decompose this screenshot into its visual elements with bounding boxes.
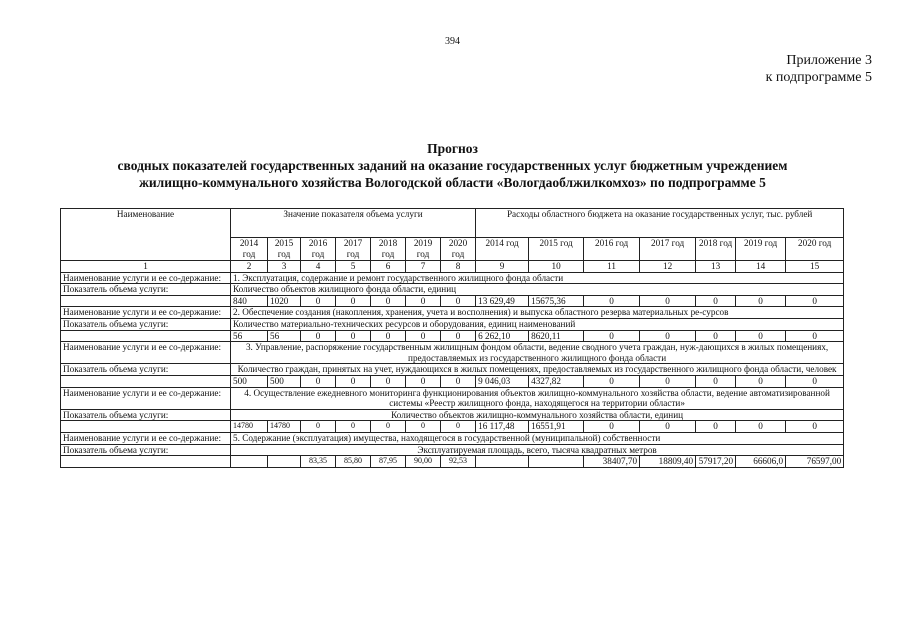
column-number: 6 bbox=[371, 261, 406, 273]
values-row bbox=[61, 456, 844, 468]
volume-value: 0 bbox=[371, 330, 406, 342]
expense-value: 8620,11 bbox=[529, 330, 584, 342]
appendix-line-1: Приложение 3 bbox=[786, 53, 872, 68]
indicator-row bbox=[61, 364, 844, 376]
expense-value: 13 629,49 bbox=[476, 295, 529, 307]
volume-value: 14780 bbox=[268, 421, 301, 433]
indicator-description: Количество граждан, принятых на учет, нуждающихся в жилых помещениях, предоставляемых из государственного жилищного фонда области, человек bbox=[231, 364, 844, 376]
volume-value: 0 bbox=[371, 295, 406, 307]
expense-year-header: 2018 год bbox=[696, 238, 736, 261]
service-description: 4. Осуществление ежедневного мониторинга функционирования объектов жилищно-коммунального хозяйства области, ведение автоматизированной системы «Реестр жилищного фонда, находящегося на территории области» bbox=[231, 387, 844, 409]
expense-value: 0 bbox=[786, 375, 844, 387]
service-label: Наименование услуги и ее со-держание: bbox=[61, 307, 231, 319]
volume-value: 56 bbox=[231, 330, 268, 342]
service-label: Наименование услуги и ее со-держание: bbox=[61, 272, 231, 284]
title-line-2: сводных показателей государственных заданий на оказание государственных услуг бюджетным учреждением bbox=[117, 158, 788, 173]
volume-value: 500 bbox=[231, 375, 268, 387]
forecast-table bbox=[60, 208, 844, 468]
volume-year-header: 2016 год bbox=[301, 238, 336, 261]
column-number: 9 bbox=[476, 261, 529, 273]
volume-value: 56 bbox=[268, 330, 301, 342]
volume-value: 85,80 bbox=[336, 456, 371, 468]
expense-value: 66606,0 bbox=[736, 456, 786, 468]
empty-cell bbox=[61, 456, 231, 468]
column-number: 1 bbox=[61, 261, 231, 273]
indicator-label: Показатель объема услуги: bbox=[61, 409, 231, 421]
service-description: 2. Обеспечение создания (накопления, хранения, учета и восполнения) и выпуска областного резерва материальных ре-сурсов bbox=[231, 307, 844, 319]
expense-value: 0 bbox=[696, 330, 736, 342]
expense-value: 0 bbox=[696, 295, 736, 307]
volume-value: 0 bbox=[371, 375, 406, 387]
header-row bbox=[61, 209, 844, 238]
volume-value: 840 bbox=[231, 295, 268, 307]
volume-value: 0 bbox=[336, 330, 371, 342]
volume-value: 0 bbox=[441, 295, 476, 307]
title-line-1: Прогноз bbox=[427, 141, 478, 156]
title-line-3: жилищно-коммунального хозяйства Вологодской области «Вологдаоблжилкомхоз» по подпрограмме 5 bbox=[139, 175, 766, 190]
column-number: 7 bbox=[406, 261, 441, 273]
expense-year-header: 2020 год bbox=[786, 238, 844, 261]
column-number: 2 bbox=[231, 261, 268, 273]
expense-value: 0 bbox=[640, 330, 696, 342]
volume-value: 0 bbox=[441, 330, 476, 342]
volume-year-header: 2020 год bbox=[441, 238, 476, 261]
expense-value: 76597,00 bbox=[786, 456, 844, 468]
expense-value: 0 bbox=[786, 421, 844, 433]
volume-value: 500 bbox=[268, 375, 301, 387]
volume-value: 0 bbox=[301, 295, 336, 307]
indicator-label: Показатель объема услуги: bbox=[61, 284, 231, 296]
header-expenses: Расходы областного бюджета на оказание государственных услуг, тыс. рублей bbox=[476, 209, 844, 238]
service-row bbox=[61, 342, 844, 364]
values-row bbox=[61, 375, 844, 387]
expense-value: 0 bbox=[696, 375, 736, 387]
column-number: 13 bbox=[696, 261, 736, 273]
indicator-label: Показатель объема услуги: bbox=[61, 444, 231, 456]
expense-value bbox=[529, 456, 584, 468]
volume-value: 0 bbox=[336, 375, 371, 387]
volume-year-header: 2018 год bbox=[371, 238, 406, 261]
appendix-line-2: к подпрограмме 5 bbox=[765, 70, 872, 85]
volume-value: 0 bbox=[301, 421, 336, 433]
expense-value: 0 bbox=[640, 421, 696, 433]
service-label: Наименование услуги и ее со-держание: bbox=[61, 342, 231, 364]
service-label: Наименование услуги и ее со-держание: bbox=[61, 432, 231, 444]
volume-year-header: 2019 год bbox=[406, 238, 441, 261]
expense-value: 0 bbox=[736, 330, 786, 342]
column-number: 10 bbox=[529, 261, 584, 273]
expense-year-header: 2017 год bbox=[640, 238, 696, 261]
page-number: 394 bbox=[445, 36, 460, 47]
column-number: 15 bbox=[786, 261, 844, 273]
volume-value: 1020 bbox=[268, 295, 301, 307]
values-row bbox=[61, 295, 844, 307]
volume-value: 83,35 bbox=[301, 456, 336, 468]
service-description: 5. Содержание (эксплуатация) имущества, находящегося в государственной (муниципальной) собственности bbox=[231, 432, 844, 444]
service-row bbox=[61, 307, 844, 319]
expense-value: 6 262,10 bbox=[476, 330, 529, 342]
expense-value: 0 bbox=[584, 295, 640, 307]
expense-value: 0 bbox=[640, 295, 696, 307]
empty-cell bbox=[61, 330, 231, 342]
column-number-row bbox=[61, 261, 844, 273]
indicator-description: Количество объектов жилищного фонда области, единиц bbox=[231, 284, 844, 296]
header-volume: Значение показателя объема услуги bbox=[231, 209, 476, 238]
expense-year-header: 2014 год bbox=[476, 238, 529, 261]
expense-value: 16551,91 bbox=[529, 421, 584, 433]
expense-value: 0 bbox=[786, 295, 844, 307]
volume-value: 0 bbox=[301, 375, 336, 387]
service-label: Наименование услуги и ее со-держание: bbox=[61, 387, 231, 409]
volume-value: 87,95 bbox=[371, 456, 406, 468]
values-row bbox=[61, 421, 844, 433]
expense-value: 0 bbox=[584, 330, 640, 342]
column-number: 11 bbox=[584, 261, 640, 273]
expense-value: 15675,36 bbox=[529, 295, 584, 307]
expense-value: 18809,40 bbox=[640, 456, 696, 468]
expense-value: 0 bbox=[736, 375, 786, 387]
volume-value: 0 bbox=[371, 421, 406, 433]
indicator-label: Показатель объема услуги: bbox=[61, 318, 231, 330]
volume-value: 0 bbox=[441, 421, 476, 433]
indicator-description: Количество объектов жилищно-коммунального хозяйства области, единиц bbox=[231, 409, 844, 421]
column-number: 4 bbox=[301, 261, 336, 273]
indicator-row bbox=[61, 409, 844, 421]
volume-value: 0 bbox=[406, 375, 441, 387]
expense-year-header: 2019 год bbox=[736, 238, 786, 261]
column-number: 12 bbox=[640, 261, 696, 273]
indicator-description: Количество материально-технических ресурсов и оборудования, единиц наименований bbox=[231, 318, 844, 330]
volume-value bbox=[231, 456, 268, 468]
volume-value: 0 bbox=[336, 421, 371, 433]
expense-value: 0 bbox=[736, 295, 786, 307]
service-row bbox=[61, 272, 844, 284]
service-description: 3. Управление, распоряжение государственным жилищным фондом области, ведение сводного учета граждан, нуж-дающихся в жилых помещениях, предоставляемых из государственного жилищного фонда области bbox=[231, 342, 844, 364]
service-description: 1. Эксплуатация, содержание и ремонт государственного жилищного фонда области bbox=[231, 272, 844, 284]
volume-value: 0 bbox=[406, 421, 441, 433]
document-title bbox=[40, 140, 865, 191]
expense-value: 38407,70 bbox=[584, 456, 640, 468]
volume-value: 0 bbox=[406, 295, 441, 307]
empty-cell bbox=[61, 421, 231, 433]
column-number: 14 bbox=[736, 261, 786, 273]
expense-value: 0 bbox=[736, 421, 786, 433]
expense-value: 16 117,48 bbox=[476, 421, 529, 433]
volume-value: 0 bbox=[406, 330, 441, 342]
indicator-description: Эксплуатируемая площадь, всего, тысяча квадратных метров bbox=[231, 444, 844, 456]
header-name: Наименование bbox=[61, 209, 231, 261]
expense-value bbox=[476, 456, 529, 468]
indicator-row bbox=[61, 284, 844, 296]
expense-value: 57917,20 bbox=[696, 456, 736, 468]
indicator-row bbox=[61, 318, 844, 330]
volume-value: 14780 bbox=[231, 421, 268, 433]
expense-year-header: 2016 год bbox=[584, 238, 640, 261]
indicator-label: Показатель объема услуги: bbox=[61, 364, 231, 376]
volume-value: 90,00 bbox=[406, 456, 441, 468]
volume-value: 0 bbox=[301, 330, 336, 342]
empty-cell bbox=[61, 295, 231, 307]
volume-year-header: 2017 год bbox=[336, 238, 371, 261]
expense-value: 0 bbox=[584, 375, 640, 387]
service-row bbox=[61, 432, 844, 444]
column-number: 8 bbox=[441, 261, 476, 273]
empty-cell bbox=[61, 375, 231, 387]
appendix-note bbox=[710, 52, 872, 86]
column-number: 5 bbox=[336, 261, 371, 273]
volume-value bbox=[268, 456, 301, 468]
values-row bbox=[61, 330, 844, 342]
expense-value: 0 bbox=[696, 421, 736, 433]
column-number: 3 bbox=[268, 261, 301, 273]
volume-value: 0 bbox=[441, 375, 476, 387]
expense-value: 4327,82 bbox=[529, 375, 584, 387]
volume-value: 0 bbox=[336, 295, 371, 307]
volume-year-header: 2015 год bbox=[268, 238, 301, 261]
expense-value: 9 046,03 bbox=[476, 375, 529, 387]
expense-value: 0 bbox=[640, 375, 696, 387]
indicator-row bbox=[61, 444, 844, 456]
volume-year-header: 2014 год bbox=[231, 238, 268, 261]
service-row bbox=[61, 387, 844, 409]
volume-value: 92,53 bbox=[441, 456, 476, 468]
expense-year-header: 2015 год bbox=[529, 238, 584, 261]
expense-value: 0 bbox=[584, 421, 640, 433]
expense-value: 0 bbox=[786, 330, 844, 342]
